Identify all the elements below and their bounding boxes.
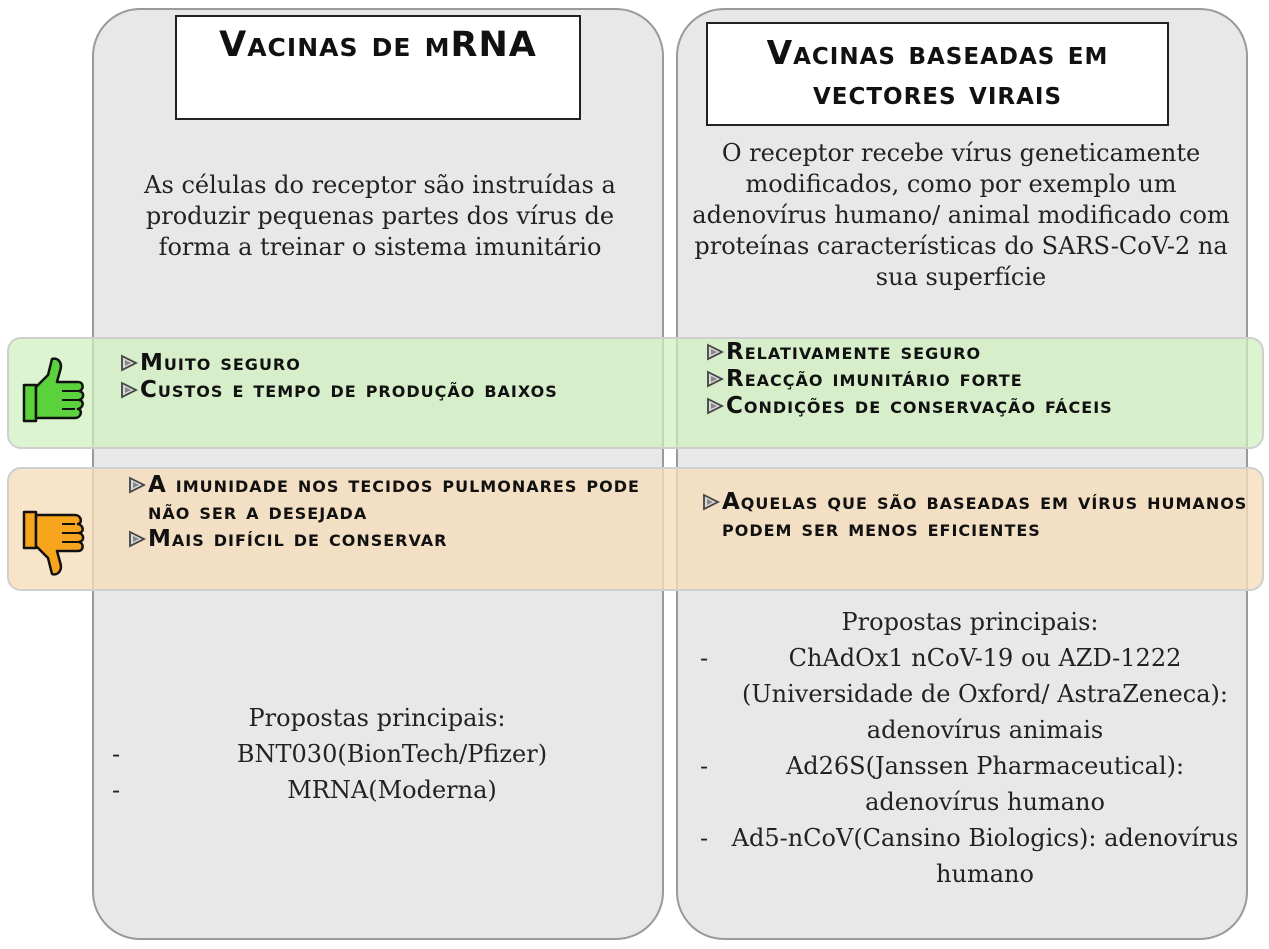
triangle-bullet-icon	[706, 343, 724, 361]
mrna-proposal-text: MRNA(Moderna)	[287, 776, 497, 804]
thumbs-up-icon	[18, 355, 86, 425]
mrna-con-text: Mais difícil de conservar	[148, 526, 448, 552]
mrna-pro-item	[120, 350, 580, 377]
viral-vector-proposal-text: Ad26S(Janssen Pharmaceutical): adenovírus humano	[785, 752, 1185, 816]
mrna-pro-item	[120, 377, 580, 404]
viral-vector-pro-item	[706, 366, 1256, 393]
mrna-proposals-heading: Propostas principais:	[248, 704, 506, 732]
viral-vector-pro-text: Condições de conservação fáceis	[726, 393, 1113, 419]
viral-vector-proposal-item	[700, 820, 1240, 892]
dash-bullet: -	[112, 740, 121, 768]
viral-vector-proposal-item	[700, 748, 1240, 820]
mrna-proposal-item	[112, 736, 642, 772]
mrna-con-item	[128, 472, 648, 526]
mrna-proposals	[112, 700, 642, 808]
viral-vector-con-item	[702, 489, 1252, 543]
viral-vector-pro-item	[706, 393, 1256, 420]
viral-vector-proposals	[700, 604, 1240, 892]
dash-bullet: -	[700, 644, 709, 672]
viral-vector-description: O receptor recebe vírus geneticamente modificados, como por exemplo um adenovírus humano/ animal modificado com proteínas características do SARS-CoV-2 na sua superfície	[692, 139, 1230, 291]
mrna-con-item	[128, 526, 648, 553]
viral-vector-pro-text: Relativamente seguro	[726, 339, 982, 365]
triangle-bullet-icon	[706, 397, 724, 415]
mrna-proposal-item	[112, 772, 642, 808]
triangle-bullet-icon	[120, 381, 138, 399]
viral-vector-con-text: Aquelas que são baseadas em vírus humanos podem ser menos eficientes	[722, 489, 1248, 542]
viral-vector-proposals-heading: Propostas principais:	[841, 608, 1099, 636]
viral-vector-cons-list	[702, 489, 1252, 543]
triangle-bullet-icon	[706, 370, 724, 388]
viral-vector-pro-text: Reacção imunitário forte	[726, 366, 1023, 392]
viral-vector-pro-item	[706, 339, 1256, 366]
triangle-bullet-icon	[128, 530, 146, 548]
dash-bullet: -	[112, 776, 121, 804]
mrna-proposal-text: BNT030(BionTech/Pfizer)	[236, 740, 548, 768]
viral-vector-title: Vacinas baseadas em vectores virais	[706, 22, 1169, 126]
mrna-title: Vacinas de mRNA	[175, 15, 581, 120]
mrna-cons-list	[128, 472, 648, 553]
triangle-bullet-icon	[128, 476, 146, 494]
viral-vector-proposal-text: ChAdOx1 nCoV-19 ou AZD-1222 (Universidade de Oxford/ AstraZeneca): adenovírus animais	[742, 644, 1228, 744]
mrna-pro-text: Muito seguro	[140, 350, 301, 376]
mrna-con-text: A imunidade nos tecidos pulmonares pode não ser a desejada	[148, 472, 640, 525]
viral-vector-proposal-item	[700, 640, 1240, 748]
viral-vector-proposal-text: Ad5-nCoV(Cansino Biologics): adenovírus humano	[731, 824, 1239, 888]
mrna-pros-list	[120, 350, 580, 404]
dash-bullet: -	[700, 752, 709, 780]
thumbs-down-icon	[18, 508, 86, 578]
mrna-description: As células do receptor são instruídas a produzir pequenas partes dos vírus de forma a treinar o sistema imunitário	[144, 171, 616, 261]
dash-bullet: -	[700, 824, 709, 852]
viral-vector-pros-list	[706, 339, 1256, 420]
triangle-bullet-icon	[702, 493, 720, 511]
triangle-bullet-icon	[120, 354, 138, 372]
mrna-pro-text: Custos e tempo de produção baixos	[140, 377, 558, 403]
